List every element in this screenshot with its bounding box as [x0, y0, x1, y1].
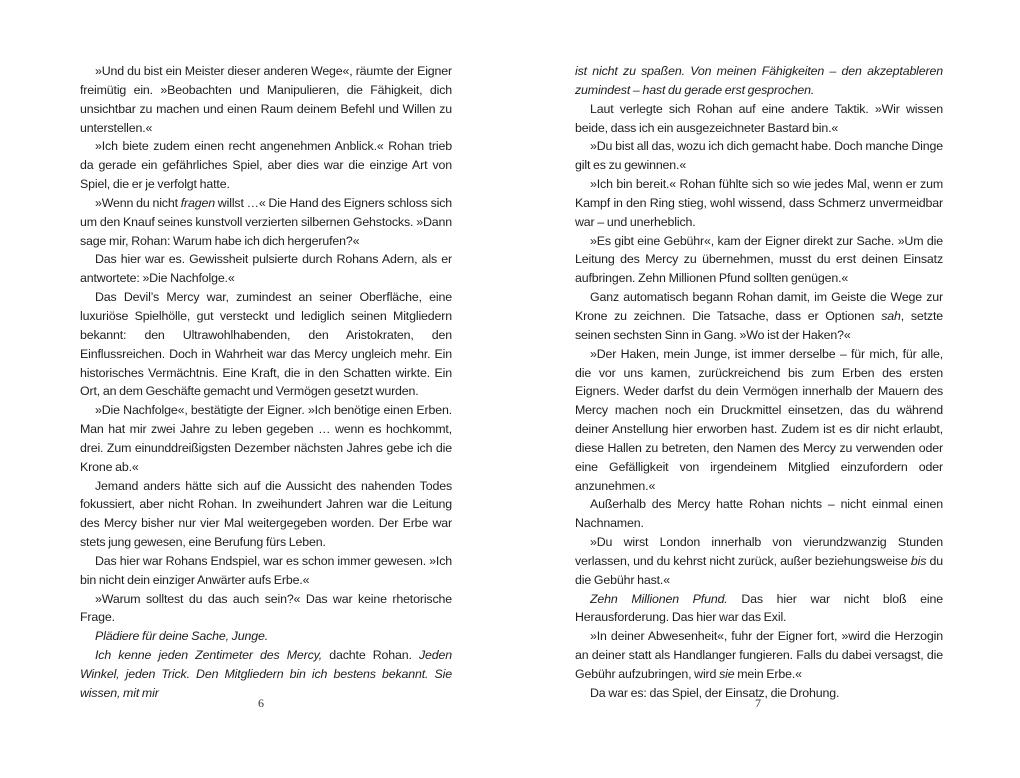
text-run: Das hier war es. Gewissheit pulsierte durch Rohans Adern, als er antwortete: »Die Nachfolge.« [80, 252, 452, 286]
paragraph [80, 250, 452, 288]
italic-text-run: fragen [180, 195, 215, 210]
left-page [80, 62, 452, 703]
paragraph [575, 590, 943, 628]
text-run: Außerhalb des Mercy hatte Rohan nichts – nicht einmal einen Nachnamen. [575, 497, 943, 531]
paragraph [80, 627, 452, 646]
italic-text-run: sie [719, 667, 735, 681]
paragraph [575, 232, 943, 289]
paragraph [80, 590, 452, 628]
text-run: »Warum solltest du das auch sein?« Das war keine rhetorische Frage. [80, 591, 452, 625]
page-number-right: 7 [755, 696, 761, 710]
text-run: Das hier war Rohans Endspiel, war es schon immer gewesen. »Ich bin nicht dein einziger Anwärter aufs Erbe.« [80, 553, 452, 587]
paragraph [575, 288, 943, 345]
text-run: »Und du bist ein Meister dieser anderen Wege«, räumte der Eigner freimütig ein. »Beobachten und Manipulieren, die Fähigkeit, dich unsichtbar zu machen und einen Raum deinem Befehl und Willen zu unterstellen.« [80, 64, 452, 135]
paragraph [575, 137, 943, 175]
text-run: Ganz automatisch begann Rohan damit, im Geiste die Wege zur Krone zu zeichnen. Die Tatsache, dass er Optionen [575, 290, 943, 323]
text-run: »Du wirst London innerhalb von vierundzwanzig Stunden verlassen, und du kehrst nicht zurück, außer beziehungsweise [575, 535, 943, 568]
paragraph [575, 533, 943, 590]
text-run: , setzte seinen sechsten Sinn in Gang. »Wo ist der Haken?« [575, 308, 943, 342]
text-run: willst …« Die Hand des Eigners schloss sich um den Knauf seines kunstvoll verzierten silbernen Gehstocks. »Dann sage mir, Rohan: Warum habe ich dich hergerufen?« [80, 195, 452, 248]
italic-text-run: sah [881, 308, 901, 323]
paragraph [80, 646, 452, 703]
page-number-left: 6 [258, 696, 264, 710]
paragraph [575, 495, 943, 533]
text-run: Das hier war nicht bloß eine Herausforderung. Das hier war das Exil. [575, 591, 943, 625]
italic-text-run: Plädiere für deine Sache, Junge. [95, 629, 268, 644]
paragraph [80, 137, 452, 194]
paragraph [575, 627, 943, 684]
italic-text-run: Jeden Winkel, jeden Trick. Den Mitgliedern bin ich bestens bekannt. Sie wissen, mit mir [80, 648, 452, 700]
text-run: »Die Nachfolge«, bestätigte der Eigner. »Ich benötige einen Erben. Man hat mir zwei Jahre zu leben gegeben … wenn es hochkommt, drei. Zum einunddreißigsten Dezember nächsten Jahres gebe ich die Krone ab.« [80, 403, 452, 474]
text-run: »Du bist all das, wozu ich dich gemacht habe. Doch manche Dinge gilt es zu gewinnen.« [575, 139, 943, 173]
paragraph [80, 401, 452, 476]
italic-text-run: ist nicht zu spaßen. Von meinen Fähigkeiten – den akzeptableren zumindest – hast du gerade erst gesprochen. [575, 64, 943, 97]
italic-text-run: Ich kenne jeden Zentimeter des Mercy, [95, 648, 323, 663]
text-run: Da war es: das Spiel, der Einsatz, die Drohung. [590, 685, 840, 700]
text-run: »Der Haken, mein Junge, ist immer derselbe – für mich, für alle, die vor uns kamen, zurückreichend bis zum Erben des ersten Eigners. Weder darfst du dein Vermögen innerhalb der Mauern des Mercy machen noch ein Druckmittel einsetzen, das du während deiner Anstellung hier erworben hast. Zudem ist es dir nicht erlaubt, diese Hallen zu betreten, den Namen des Mercy zu verwenden oder eine Gefälligkeit von irgendeinem Mitglied einzufordern oder anzunehmen.« [575, 346, 943, 493]
text-run: »Es gibt eine Gebühr«, kam der Eigner direkt zur Sache. »Um die Leitung des Mercy zu übernehmen, musst du erst deinen Einsatz aufbringen. Zehn Millionen Pfund sollten genügen.« [575, 233, 943, 286]
text-run: Laut verlegte sich Rohan auf eine andere Taktik. »Wir wissen beide, dass ich ein ausgezeichneter Bastard bin.« [575, 101, 943, 135]
text-run: Das Devil’s Mercy war, zumindest an seiner Oberfläche, eine luxuriöse Spielhölle, gut versteckt und lediglich seinen Mitgliedern bekannt: den Ultrawohlhabenden, den Aristokraten, den Einflussreichen. Doch in Wahrheit war das Mercy ungleich mehr. Ein historisches Vermächtnis. Eine Kraft, die in den Schatten wirkte. Ein Ort, an dem Geschäfte gemacht und Vermögen gesetzt wurden. [80, 290, 452, 399]
text-run: mein Erbe.« [734, 667, 802, 681]
text-run: »In deiner Abwesenheit«, fuhr der Eigner fort, »wird die Herzogin an deiner statt als Handlanger fungieren. Falls du dabei versagst, die Gebühr aufzubringen, wird [575, 629, 943, 681]
paragraph [80, 477, 452, 552]
text-run: du die Gebühr hast.« [575, 553, 943, 587]
right-page [575, 62, 943, 703]
paragraph [80, 62, 452, 137]
paragraph [80, 194, 452, 251]
paragraph [80, 288, 452, 401]
paragraph-continuation [575, 62, 943, 100]
paragraph [575, 175, 943, 232]
text-run: »Ich bin bereit.« Rohan fühlte sich so wie jedes Mal, wenn er zum Kampf in den Ring stieg, wohl wissend, dass Schmerz unvermeidbar war – und unerheblich. [575, 177, 943, 229]
paragraph [80, 552, 452, 590]
paragraph [575, 100, 943, 138]
paragraph [575, 345, 943, 496]
text-run: Jemand anders hätte sich auf die Aussicht des nahenden Todes fokussiert, aber nicht Rohan. In zweihundert Jahren war die Leitung des Mercy bisher nur vier Mal weitergegeben worden. Der Erbe war stets jung gewesen, eine Berufung fürs Leben. [80, 478, 452, 550]
italic-text-run: bis [910, 553, 927, 568]
italic-text-run: Zehn Millionen Pfund. [590, 591, 728, 606]
text-run: dachte Rohan. [322, 648, 419, 663]
text-run: »Ich biete zudem einen recht angenehmen Anblick.« Rohan trieb da gerade ein gefährliches Spiel, aber dies war die einzige Art von Spiel, die er je verfolgt hatte. [80, 139, 452, 192]
text-run: »Wenn du nicht [95, 195, 181, 210]
